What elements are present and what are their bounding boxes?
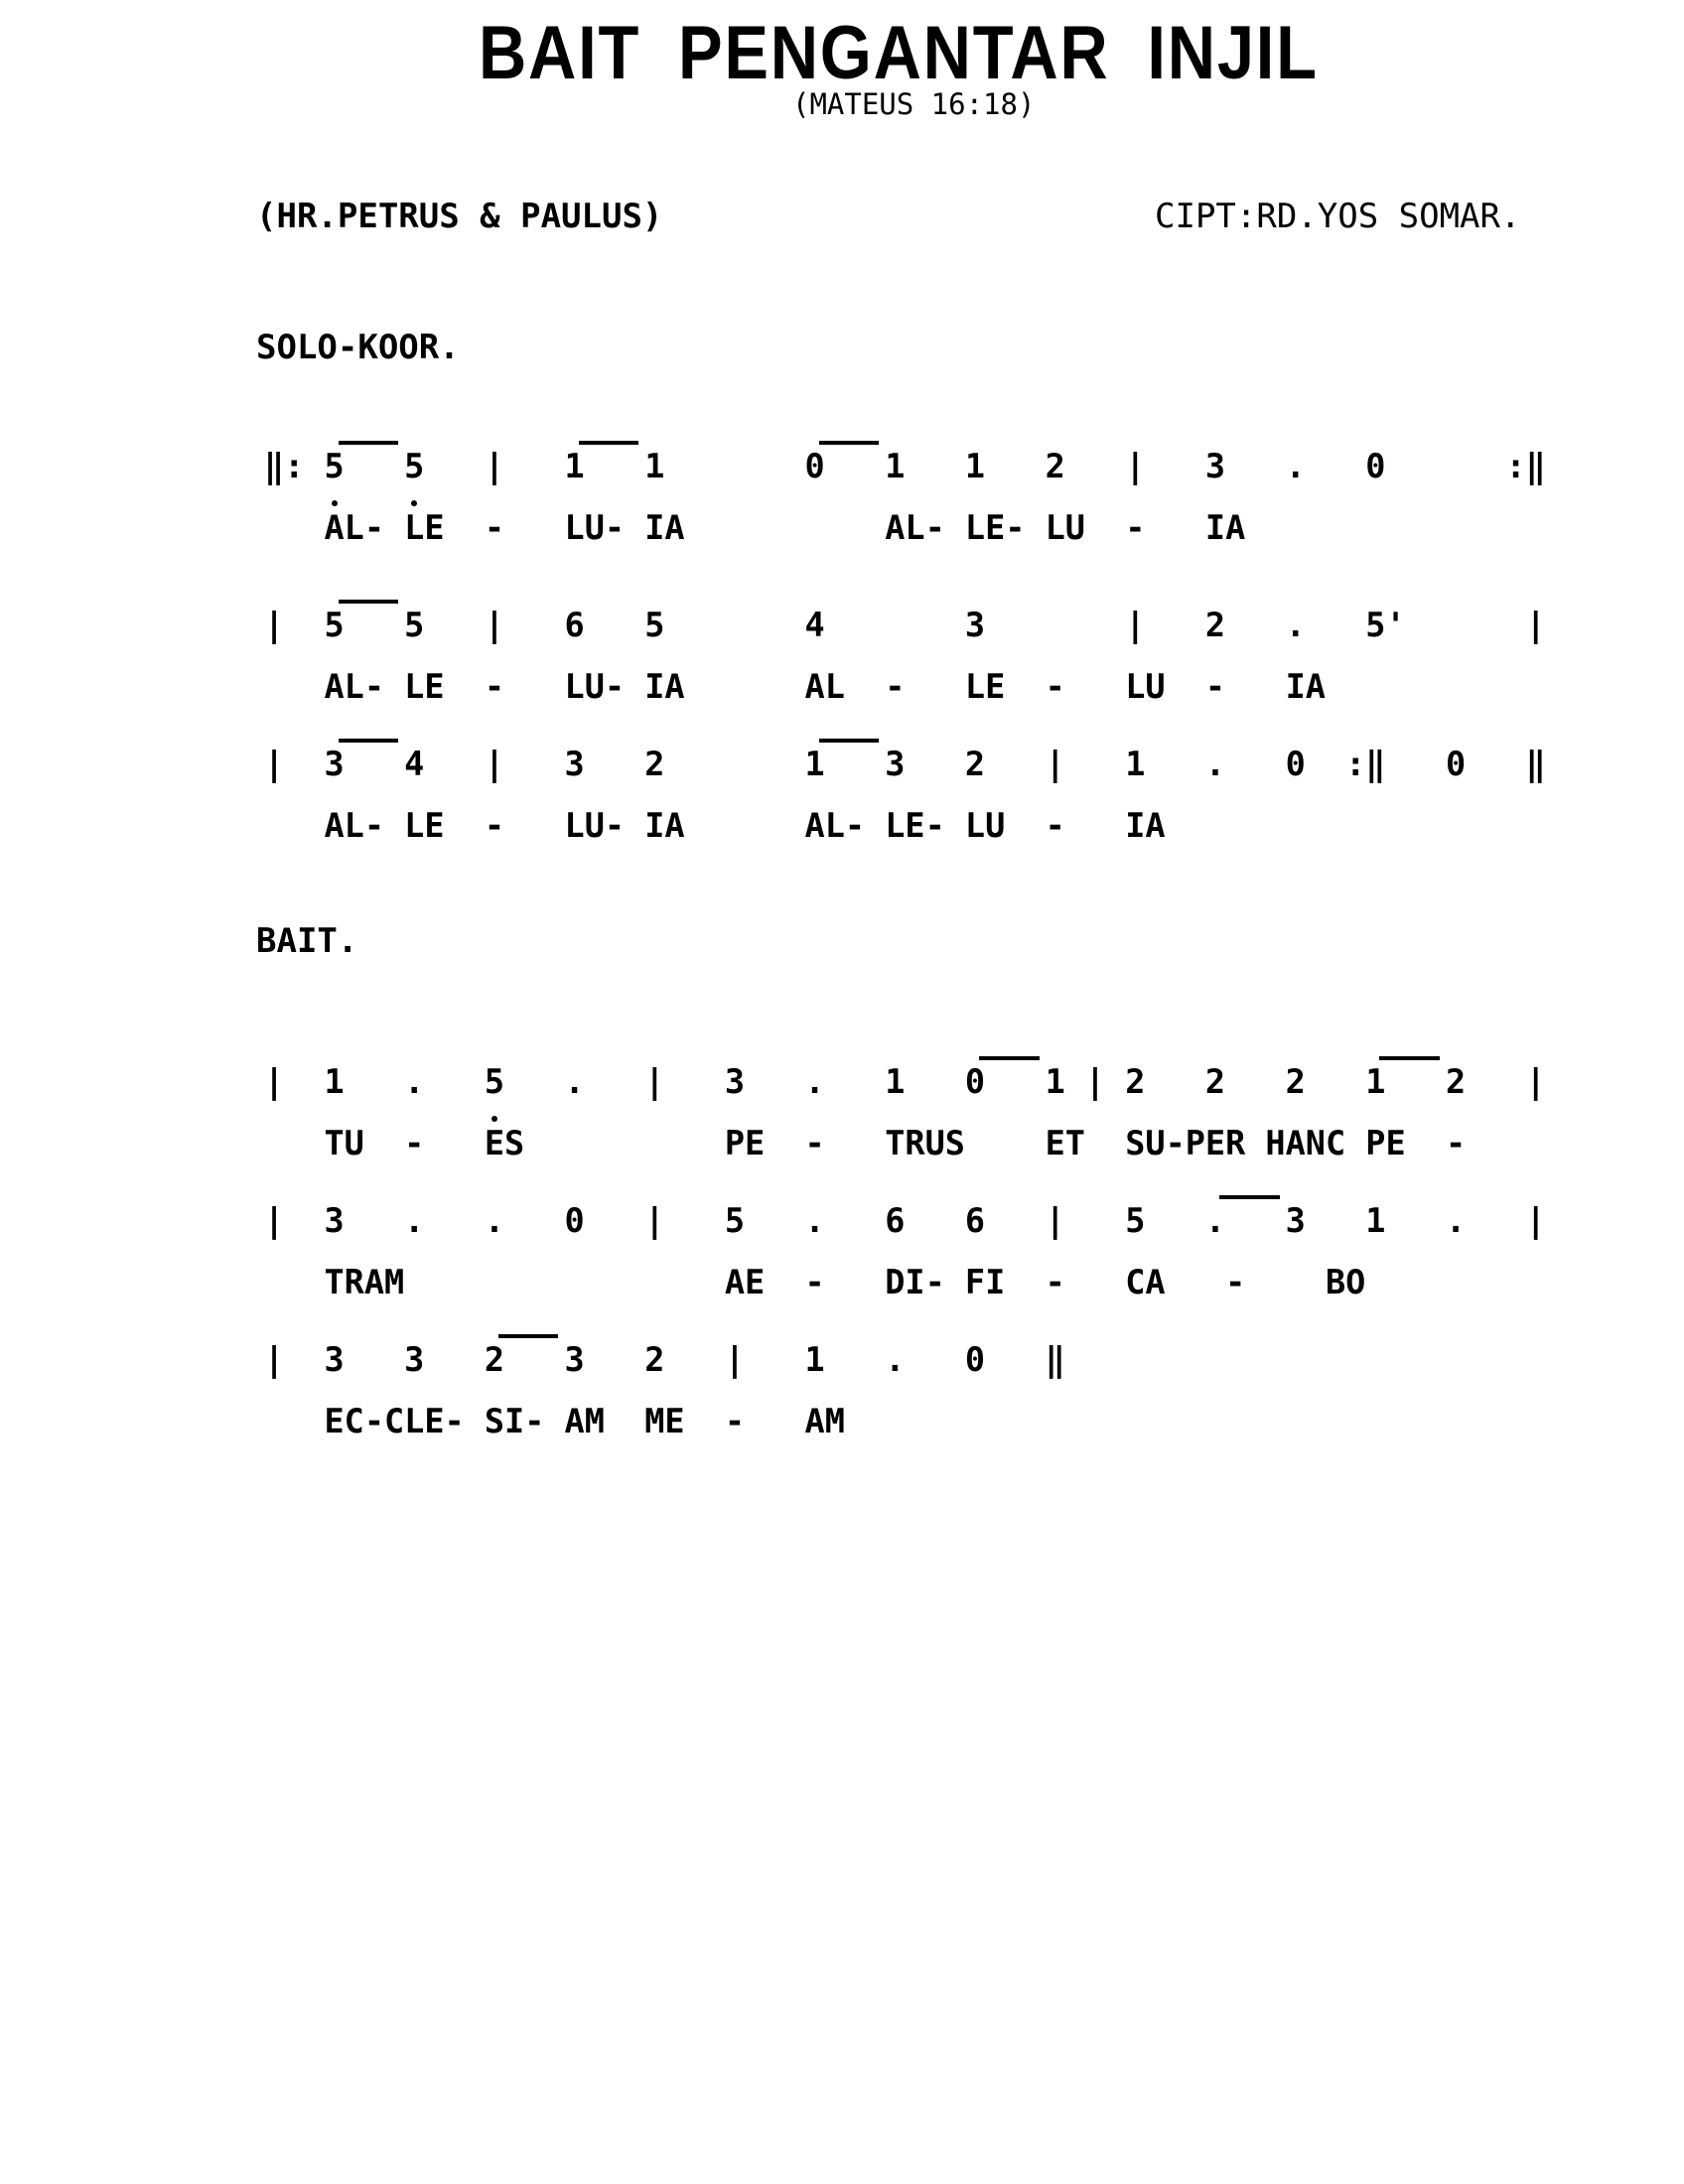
notes-row: | 1 . 5 . | 3 . 1 0 1 | 2 2 2 1 2 | xyxy=(264,1062,1546,1101)
lyrics-row: AL- LE - LU- IA AL - LE - LU - IA xyxy=(264,667,1326,706)
octave-dot-below xyxy=(411,500,417,506)
page-subtitle: (MATEUS 16:18) xyxy=(792,87,1036,121)
dedication-label: (HR.PETRUS & PAULUS) xyxy=(256,197,663,236)
octave-dot-below xyxy=(491,1116,497,1122)
notes-row: ‖: 5 5 | 1 1 0 1 1 2 | 3 . 0 :‖ xyxy=(264,447,1546,485)
beam-overline xyxy=(1219,1195,1280,1199)
beam-overline xyxy=(819,441,880,445)
lyrics-row: TRAM AE - DI- FI - CA - BO xyxy=(264,1263,1366,1301)
beam-overline xyxy=(1379,1056,1440,1060)
octave-dot-below xyxy=(332,500,338,506)
beam-overline xyxy=(339,739,399,743)
composer-credit: CIPT:RD.YOS SOMAR. xyxy=(1155,197,1521,236)
music-line xyxy=(264,1330,1654,1461)
beam-overline xyxy=(339,441,399,445)
notes-row: | 3 4 | 3 2 1 3 2 | 1 . 0 :‖ 0 ‖ xyxy=(264,745,1546,783)
lyrics-row: AL- LE - LU- IA AL- LE- LU - IA xyxy=(264,806,1166,845)
notes-row: | 3 . . 0 | 5 . 6 6 | 5 . 3 1 . | xyxy=(264,1201,1546,1240)
beam-overline xyxy=(819,739,880,743)
beam-overline xyxy=(979,1056,1040,1060)
music-line xyxy=(264,596,1654,727)
music-line xyxy=(264,1191,1654,1322)
music-line xyxy=(264,735,1654,866)
notes-row: | 5 5 | 6 5 4 3 | 2 . 5' | xyxy=(264,606,1546,644)
music-line xyxy=(264,1052,1654,1183)
lyrics-row: TU - ES PE - TRUS ET SU-PER HANC PE - xyxy=(264,1124,1467,1162)
section-heading-bait: BAIT. xyxy=(256,921,358,961)
page-title: BAIT PENGANTAR INJIL xyxy=(479,11,1319,95)
section-heading-solo-koor: SOLO-KOOR. xyxy=(256,328,460,367)
music-line xyxy=(264,437,1654,568)
lyrics-row: AL- LE - LU- IA AL- LE- LU - IA xyxy=(264,508,1246,547)
beam-overline xyxy=(579,441,639,445)
beam-overline xyxy=(339,600,399,604)
lyrics-row: EC-CLE- SI- AM ME - AM xyxy=(264,1402,845,1440)
beam-overline xyxy=(498,1334,559,1338)
notes-row: | 3 3 2 3 2 | 1 . 0 ‖ xyxy=(264,1340,1065,1379)
